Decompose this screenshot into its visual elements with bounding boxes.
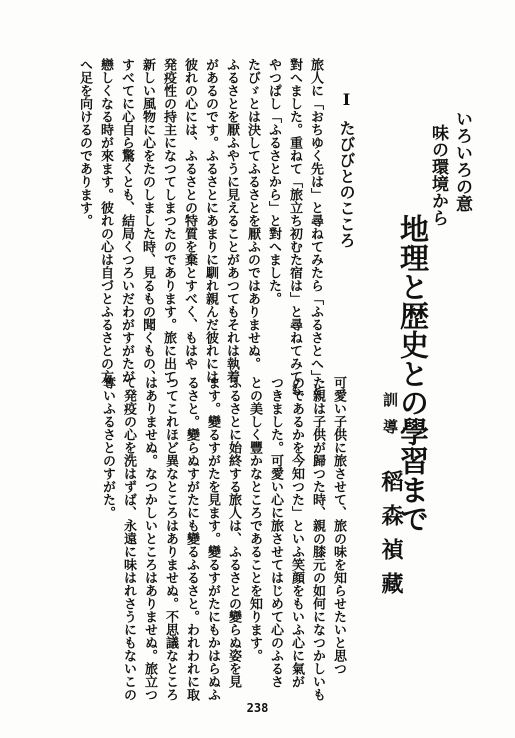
body-column-lower-6: ふるさとに始終する旅人は、ふるさとの變らぬ姿を見 xyxy=(226,376,241,688)
article-subtitle-line-1: いろいろの意 xyxy=(452,110,472,212)
body-column-lower-1: 可愛い子供に旅させて、旅の味を知らせたいと思つ xyxy=(331,376,346,675)
author-name: 稻森禎藏 xyxy=(378,470,404,606)
body-column-upper-7: 彼れの心には、ふるさとの特質を棄とすべく、もはや xyxy=(182,58,197,370)
body-column-lower-9: つてこれほど異なところはありませぬ。不思議なところ xyxy=(163,376,178,701)
body-column-upper-12: へ足を向けるのであります。 xyxy=(77,58,92,227)
page-number: 238 xyxy=(246,701,269,715)
section-number: I xyxy=(337,90,356,109)
body-column-upper-1: 旅人に「おちゆく先は」と尋ねてみたら「ふるさとへ」と xyxy=(308,58,323,396)
section-heading: たびびとのこころ xyxy=(337,120,356,248)
body-column-lower-11: て発疫の心を洗はずば、永遠に味はれさうにもないこの xyxy=(121,376,136,701)
body-column-lower-7: ます。變るすがたを見ます。變るすがたにもかはらぬふ xyxy=(205,376,220,701)
body-column-upper-2: 對へました。重ねて「旅立ち初むた宿は」と尋ねてみても xyxy=(287,58,302,396)
body-column-upper-6: があるのです。ふるさとにあまりに馴れ親んだ彼れには xyxy=(203,58,218,383)
body-column-upper-3: やつぱし「ふるさとから」と對へました。 xyxy=(266,58,281,305)
body-column-upper-4: たびゞとは決してふるさとを厭ふのではありませぬ。 xyxy=(245,58,260,370)
body-column-lower-2: た親は子供が歸つた時、親の膝元の如何になつかしいも xyxy=(310,376,325,701)
body-column-upper-9: 新しい風物に心をたのしました時、見るもの聞くもの、 xyxy=(140,58,155,383)
body-column-lower-10: はありませぬ。なつかしいところはありませぬ。旅立つ xyxy=(142,376,157,701)
body-column-lower-3: のであるかを今知つた」といふ笑顔をもいふ心に氣が xyxy=(289,376,304,688)
body-column-upper-10: すべてに心自ら驚くとも、結局くつろいだわがすがたが xyxy=(119,58,134,383)
body-column-lower-12: 奪いふるさとのすがた。 xyxy=(100,376,115,519)
body-column-upper-8: 発疫性の持主になつてしまつたのであります。旅に出て xyxy=(161,58,176,383)
author-role: 訓導 xyxy=(381,392,399,446)
body-column-lower-5: との美しく豐かなところであることを知ります。 xyxy=(247,376,262,662)
article-subtitle-line-2: 味の環境から xyxy=(428,124,448,226)
article-title: 地理と歴史との學習まで xyxy=(396,214,430,533)
body-column-lower-8: るさと。變らぬすがたにも變るふるさと。われわれに取 xyxy=(184,376,199,701)
body-column-upper-5: ふるさとを厭ふやうに見えることがあつてもそれは執着 xyxy=(224,58,239,383)
body-column-upper-11: 戀しくなる時が來ます。彼れの心は自づとふるさとの方 xyxy=(98,58,113,383)
body-column-lower-4: つきました。可愛い心に旅させてはじめて心のふるさ xyxy=(268,376,283,688)
